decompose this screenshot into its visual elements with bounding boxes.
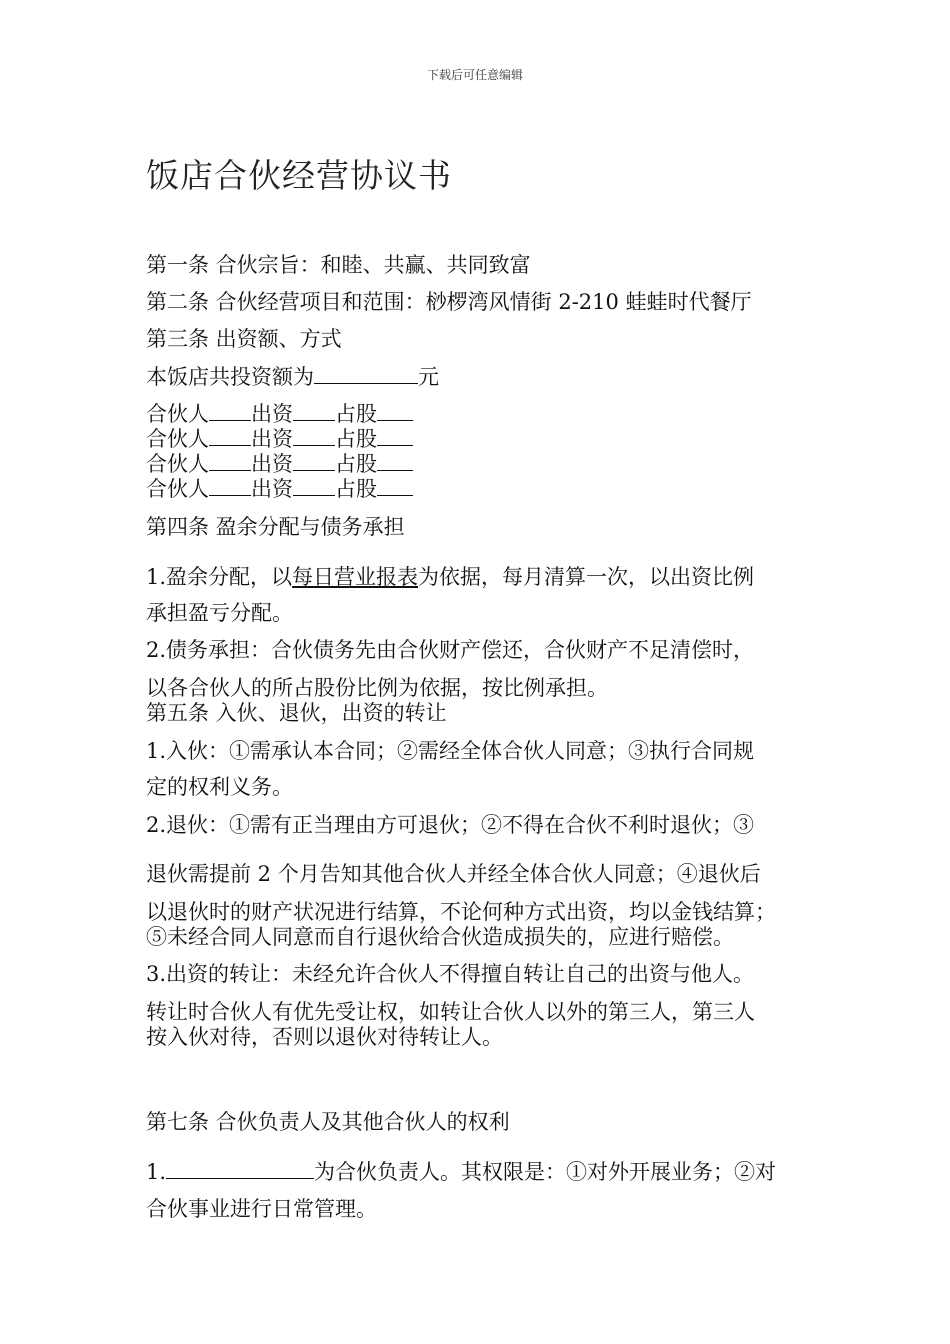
clause-5-3-cont: 按入伙对待，否则以退伙对待转让人。: [146, 1025, 503, 1049]
clause-5-2: 2.退伙：①需有正当理由方可退伙；②不得在合伙不利时退伙；③: [146, 813, 755, 837]
clause-5-1-cont: 定的权利义务。: [146, 775, 293, 799]
article-1: 第一条 合伙宗旨：和睦、共赢、共同致富: [146, 253, 531, 277]
clause-4-2-cont: 以各合伙人的所占股份比例为依据，按比例承担。: [146, 676, 608, 700]
partner-row: 合伙人 出资 占股: [146, 473, 413, 503]
clause-5-3: 3.出资的转让：未经允许合伙人不得擅自转让自己的出资与他人。: [146, 962, 755, 986]
investment-suffix: 元: [418, 365, 439, 389]
clause-5-2-cont: 以退伙时的财产状况进行结算，不论何种方式出资，均以金钱结算；: [146, 900, 776, 924]
article-4: 第四条 盈余分配与债务承担: [146, 515, 405, 539]
article-5: 第五条 入伙、退伙，出资的转让: [146, 701, 447, 725]
clause-5-2-cont: ⑤未经合同人同意而自行退伙给合伙造成损失的，应进行赔偿。: [146, 925, 734, 949]
partner-row: 合伙人 出资 占股: [146, 398, 413, 428]
partner-row: 合伙人 出资 占股: [146, 423, 413, 453]
clause-4-1: 1.盈余分配，以每日营业报表为依据，每月清算一次，以出资比例: [146, 565, 755, 589]
article-2: 第二条 合伙经营项目和范围：桫椤湾风情街 2-210 蛙蛙时代餐厅: [146, 290, 752, 314]
daily-report-link: 每日营业报表: [292, 565, 419, 589]
article-7: 第七条 合伙负责人及其他合伙人的权利: [146, 1110, 510, 1134]
clause-5-3-cont: 转让时合伙人有优先受让权，如转让合伙人以外的第三人，第三人: [146, 1000, 755, 1024]
clause-7-1-cont: 合伙事业进行日常管理。: [146, 1197, 377, 1221]
article-3: 第三条 出资额、方式: [146, 327, 342, 351]
leader-blank: [166, 1158, 314, 1179]
clause-4-1-cont: 承担盈亏分配。: [146, 601, 293, 625]
clause-7-1: 1. 为合伙负责人。其权限是：①对外开展业务；②对: [146, 1160, 777, 1184]
document-title: 饭店合伙经营协议书: [146, 156, 452, 195]
page-header: 下载后可任意编辑: [426, 68, 523, 82]
investment-prefix: 本饭店共投资额为: [146, 365, 314, 389]
investment-blank: [314, 363, 418, 384]
clause-4-2: 2.债务承担：合伙债务先由合伙财产偿还，合伙财产不足清偿时，: [146, 638, 755, 662]
investment-line: [146, 361, 439, 391]
clause-5-1: 1.入伙：①需承认本合同；②需经全体合伙人同意；③执行合同规: [146, 739, 755, 763]
clause-5-2-cont: 退伙需提前 2 个月告知其他合伙人并经全体合伙人同意；④退伙后: [146, 862, 761, 886]
partner-row: 合伙人 出资 占股: [146, 448, 413, 478]
